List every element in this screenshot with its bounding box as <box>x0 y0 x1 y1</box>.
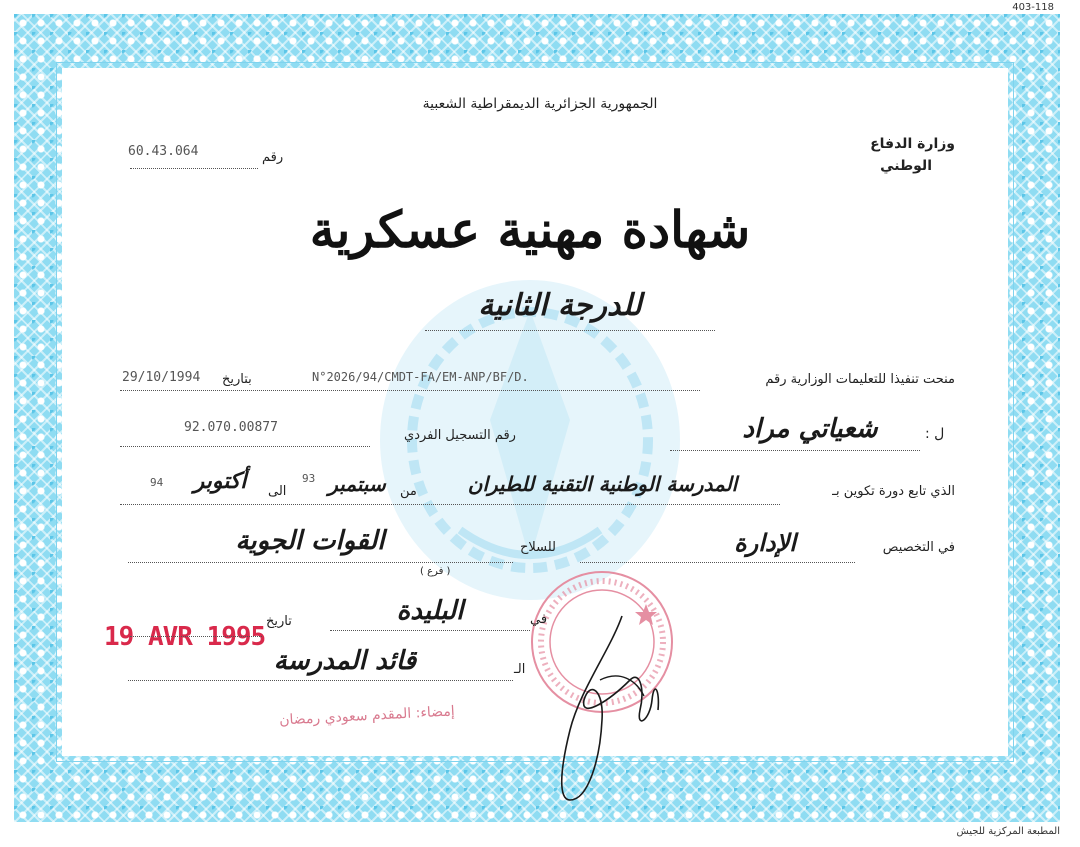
specialty-underline <box>580 562 855 563</box>
degree-underline <box>425 330 715 331</box>
registration-label: رقم التسجيل الفردي <box>404 428 516 443</box>
issue-date-label: تاريخ <box>266 614 292 629</box>
city-underline <box>330 630 530 631</box>
to-label-2: الى <box>268 484 287 499</box>
registration-number: 92.070.00877 <box>184 420 278 435</box>
commander-prefix: الـ <box>514 662 526 677</box>
course-label: الذي تابع دورة تكوين بـ <box>832 484 955 499</box>
issue-city: البليدة <box>396 596 464 626</box>
course-underline <box>120 504 780 505</box>
republic-header: الجمهورية الجزائرية الديمقراطية الشعبية <box>422 96 658 112</box>
to-label: ل : <box>925 426 945 442</box>
handwritten-signature <box>540 610 670 810</box>
instruction-date: 29/10/1994 <box>122 370 201 385</box>
instruction-underline <box>120 390 700 391</box>
granted-label: منحت تنفيذا للتعليمات الوزارية رقم <box>765 372 955 387</box>
specialty-label: في التخصيص <box>882 540 955 555</box>
branch-label: ( فرع ) <box>420 566 451 577</box>
commander-underline <box>128 680 513 681</box>
arm-label: للسلاح <box>520 540 557 555</box>
number-label: رقم <box>262 150 284 165</box>
from-year: 93 <box>302 472 316 485</box>
to-year: 94 <box>150 476 164 489</box>
to-month: أكتوبر <box>193 468 247 494</box>
issue-date-underline <box>130 636 262 637</box>
arm-value: القوات الجوية <box>235 526 385 556</box>
degree-line: للدرجة الثانية <box>478 288 642 323</box>
number-underline <box>130 168 258 169</box>
recipient-name: شعياتي مراد <box>742 414 878 444</box>
certificate-number: 60.43.064 <box>128 144 199 159</box>
printer-label: المطبعة المركزية للجيش <box>956 826 1060 837</box>
instruction-number: N°2026/94/CMDT-FA/EM-ANP/BF/D. <box>312 370 529 384</box>
specialty-value: الإدارة <box>734 528 796 557</box>
school-name: المدرسة الوطنية التقنية للطيران <box>467 472 738 496</box>
issue-date-stamp: 19 AVR 1995 <box>104 622 266 652</box>
date-label: بتاريخ <box>222 372 252 387</box>
in-label: في <box>530 612 548 627</box>
arm-underline <box>128 562 513 563</box>
document-code: 403-118 <box>1012 2 1054 13</box>
from-month: سبتمبر <box>328 472 386 496</box>
commander-title: قائد المدرسة <box>273 646 417 676</box>
certificate-title: شهادة مهنية عسكرية <box>309 200 751 259</box>
registration-underline <box>120 446 370 447</box>
ministry-line-2: الوطني <box>880 158 932 174</box>
recipient-underline <box>670 450 920 451</box>
from-label: من <box>400 484 417 499</box>
ministry-line-1: وزارة الدفاع <box>870 136 955 152</box>
signatory-stamp: إمضاء: المقدم سعودي رمضان <box>278 703 456 729</box>
